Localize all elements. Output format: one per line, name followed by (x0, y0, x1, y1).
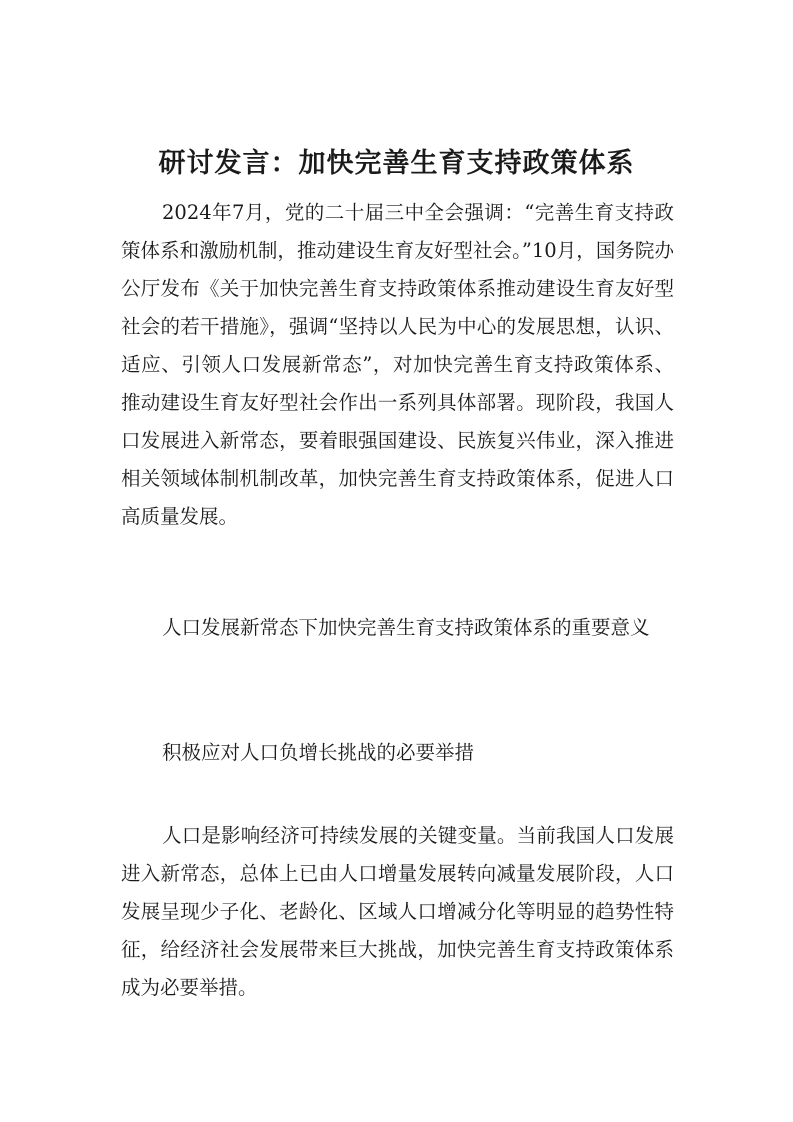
intro-paragraph: 2024年7月，党的二十届三中全会强调：“完善生育支持政策体系和激励机制，推动建设生育友好型社会。”10月，国务院办公厅发布《关于加快完善生育支持政策体系推动建设生育友好型社会的若干措施》，强调“坚持以人民为中心的发展思想，认识、适应、引领人口发展新常态”，对加快完善生育支持政策体系、推动建设生育友好型社会作出一系列具体部署。现阶段，我国人口发展进入新常态，要着眼强国建设、民族复兴伟业，深入推进相关领域体制机制改革，加快完善生育支持政策体系，促进人口高质量发展。 (121, 201, 674, 528)
document-title: 研讨发言：加快完善生育支持政策体系 (158, 148, 635, 180)
section-heading: 人口发展新常态下加快完善生育支持政策体系的重要意义 (162, 616, 650, 639)
subsection-heading: 积极应对人口负增长挑战的必要举措 (162, 741, 475, 764)
body-paragraph: 人口是影响经济可持续发展的关键变量。当前我国人口发展进入新常态，总体上已由人口增量发展转向减量发展阶段，人口发展呈现少子化、老龄化、区域人口增减分化等明显的趋势性特征，给经济社会发展带来巨大挑战，加快完善生育支持政策体系成为必要举措。 (121, 824, 674, 999)
